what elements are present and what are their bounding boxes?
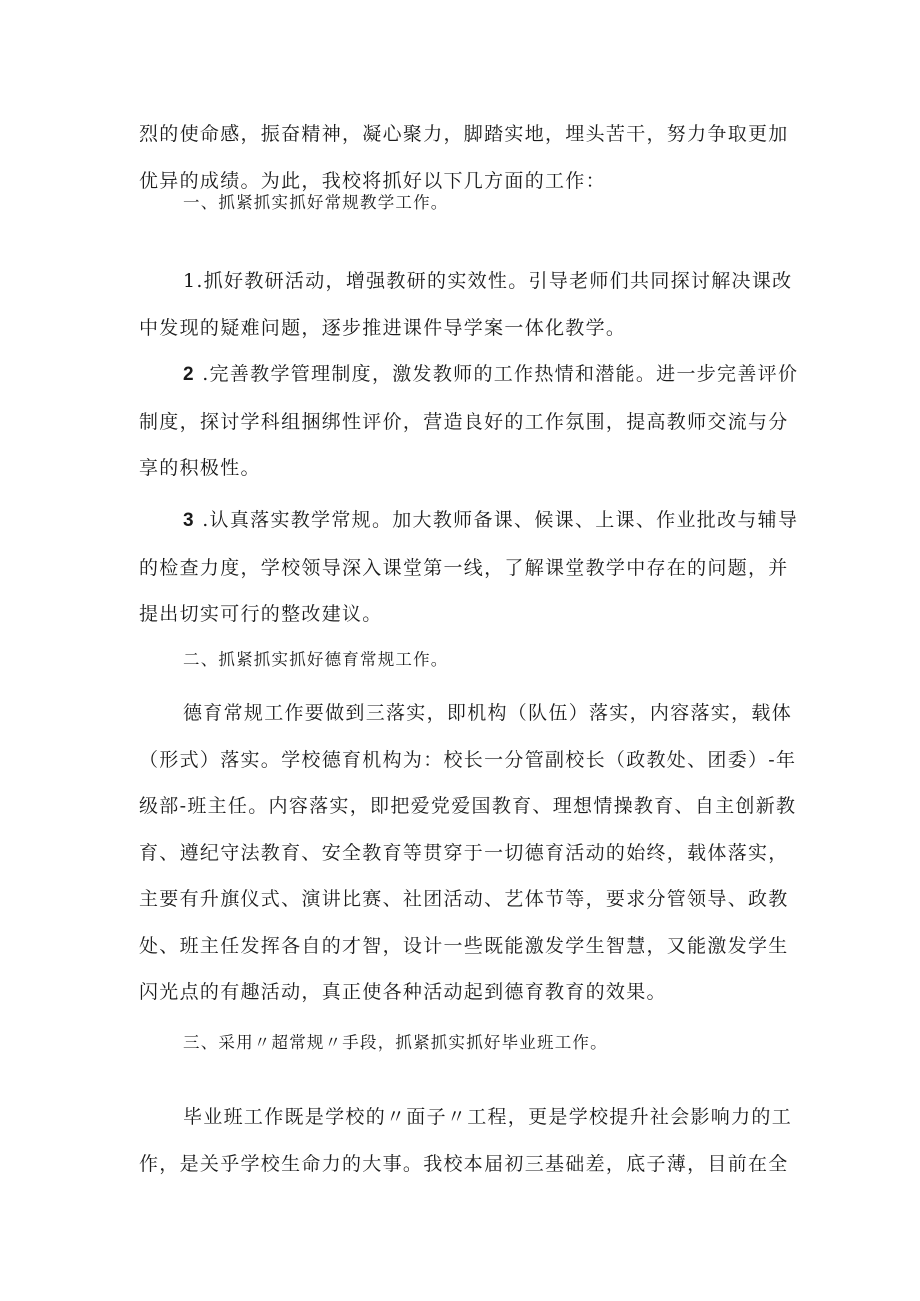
paragraph-teaching-research: 1.抓好教研活动，增强教研的实效性。引导老师们共同探讨解决课改中发现的疑难问题，逐步推进课件导学案一体化教学。 (139, 270, 793, 339)
item-number: 2 (183, 364, 195, 385)
paragraph-management-system (139, 351, 799, 492)
paragraph-moral-education: 德育常规工作要做到三落实，即机构（队伍）落实，内容落实，载体（形式）落实。学校德育机构为：校长一分管副校长（政教处、团委）-年级部-班主任。内容落实，即把爱党爱国教育、理想情操教育、自主创新教育、遵纪守法教育、安全教育等贯穿于一切德育活动的始终，载体落实，主要有升旗仪式、演讲比赛、社团活动、艺体节等，要求分管领导、政教处、班主任发挥各自的才智，设计一些既能激发学生智慧，又能激发学生闪光点的有趣活动，真正使各种活动起到德育教育的效果。 (139, 702, 797, 1003)
paragraph-graduating-class: 毕业班工作既是学校的〃面子〃工程，更是学校提升社会影响力的工作，是关乎学校生命力的大事。我校本届初三基础差，底子薄，目前在全 (139, 1106, 793, 1175)
paragraph-teaching-routine (139, 497, 799, 638)
section-heading-1: 一、抓紧抓实抓好常规教学工作。 (183, 193, 449, 212)
section-heading-2: 二、抓紧抓实抓好德育常规工作。 (183, 650, 449, 669)
section-heading-3: 三、采用〃超常规〃手段，抓紧抓实抓好毕业班工作。 (183, 1033, 608, 1052)
paragraph-text: .完善教学管理制度，激发教师的工作热情和潜能。进一步完善评价制度，探讨学科组捆绑性评价，营造良好的工作氛围，提高教师交流与分享的积极性。 (139, 363, 799, 479)
paragraph-text: .认真落实教学常规。加大教师备课、候课、上课、作业批改与辅导的检查力度，学校领导深入课堂第一线，了解课堂教学中存在的问题，并提出切实可行的整改建议。 (139, 509, 799, 625)
item-number: 3 (183, 510, 195, 531)
paragraph-continued: 烈的使命感，振奋精神，凝心聚力，脚踏实地，埋头苦干，努力争取更加优异的成绩。为此，我校将抓好以下几方面的工作： (139, 123, 789, 192)
